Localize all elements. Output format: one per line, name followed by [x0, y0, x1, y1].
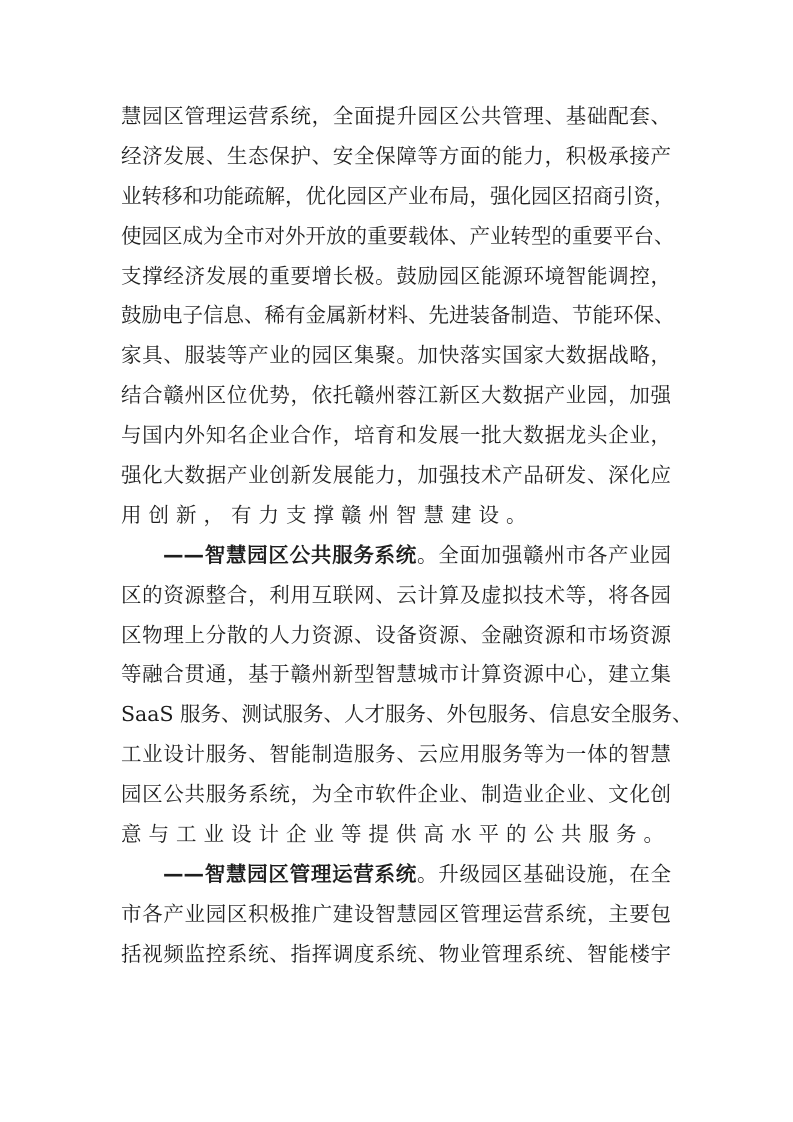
section-heading: ——智慧园区管理运营系统 [163, 861, 417, 886]
text-line: 鼓励电子信息、稀有金属新材料、先进装备制造、节能环保、 [121, 303, 675, 328]
heading-continuation: 。全面加强赣州市各产业园 [417, 542, 671, 567]
document-page [121, 97, 693, 975]
text-line: 经济发展、生态保护、安全保障等方面的能力，积极承接产 [121, 143, 671, 168]
section-heading: ——智慧园区公共服务系统 [163, 542, 417, 567]
paragraph-2 [121, 536, 693, 855]
text-line: SaaS 服务、测试服务、人才服务、外包服务、信息安全服务、 [121, 702, 693, 727]
text-line: 工业设计服务、智能制造服务、云应用服务等为一体的智慧 [121, 742, 671, 767]
paragraph-first-line [121, 855, 671, 895]
text-line: 业转移和功能疏解，优化园区产业布局，强化园区招商引资， [121, 183, 675, 208]
text-line: 慧园区管理运营系统，全面提升园区公共管理、基础配套、 [121, 104, 671, 128]
heading-continuation: 。升级园区基础设施，在全 [417, 861, 671, 886]
paragraph-3 [121, 855, 671, 975]
paragraph-first-line [121, 536, 671, 576]
text-line: 括视频监控系统、指挥调度系统、物业管理系统、智能楼宇 [121, 941, 671, 966]
text-line: 家具、服装等产业的园区集聚。加快落实国家大数据战略， [121, 343, 671, 368]
text-line: 园区公共服务系统，为全市软件企业、制造业企业、文化创 [121, 782, 671, 807]
text-line: 支撑经济发展的重要增长极。鼓励园区能源环境智能调控， [121, 263, 671, 288]
text-line: 区物理上分散的人力资源、设备资源、金融资源和市场资源 [121, 622, 671, 647]
text-line: 市各产业园区积极推广建设智慧园区管理运营系统，主要包 [121, 901, 671, 926]
text-line: 强化大数据产业创新发展能力，加强技术产品研发、深化应 [121, 463, 671, 488]
text-line: 结合赣州区位优势，依托赣州蓉江新区大数据产业园，加强 [121, 383, 671, 408]
text-line: 用创新，有力支撑赣州智慧建设。 [121, 502, 534, 527]
text-line: 使园区成为全市对外开放的重要载体、产业转型的重要平台、 [121, 223, 675, 248]
text-line: 等融合贯通，基于赣州新型智慧城市计算资源中心，建立集 [121, 662, 671, 687]
text-line: 与国内外知名企业合作，培育和发展一批大数据龙头企业， [121, 423, 671, 448]
text-line: 区的资源整合，利用互联网、云计算及虚拟技术等，将各园 [121, 582, 671, 607]
paragraph-1 [121, 97, 675, 536]
text-line: 意与工业设计企业等提供高水平的公共服务。 [121, 822, 671, 847]
